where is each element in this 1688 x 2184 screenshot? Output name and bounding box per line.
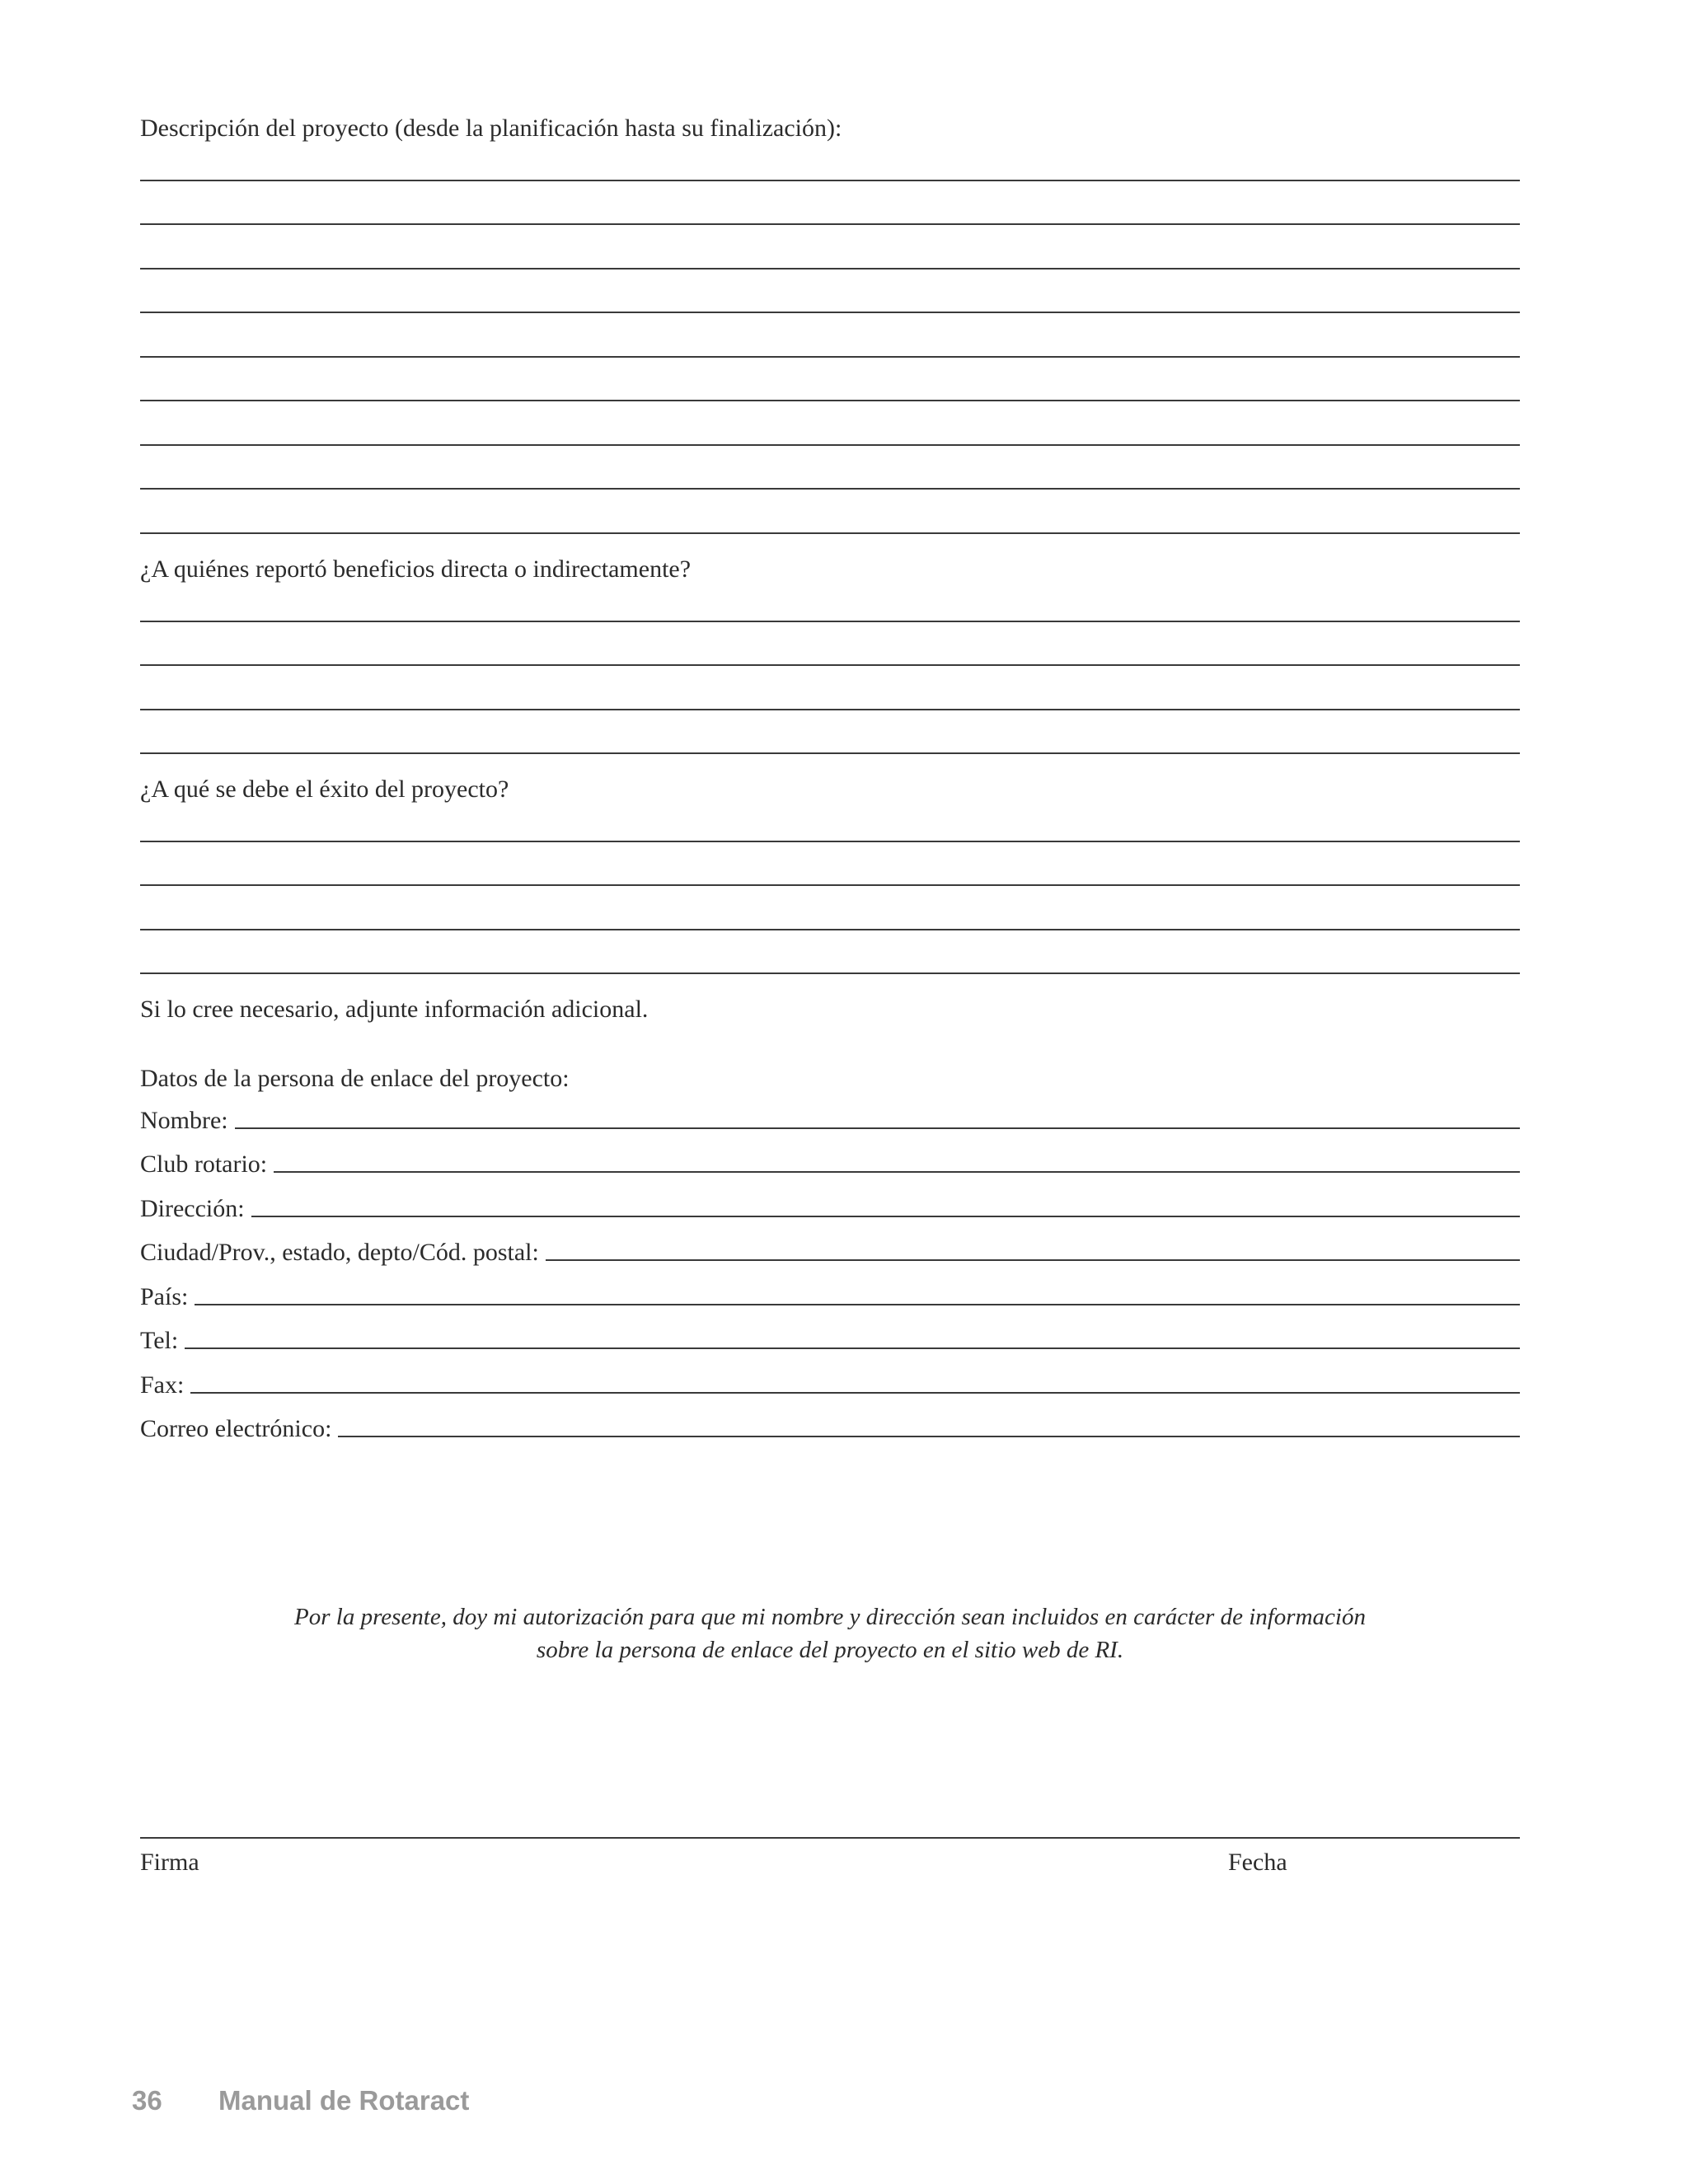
publication-title: Manual de Rotaract	[218, 2085, 470, 2116]
firma-label: Firma	[140, 1849, 199, 1876]
page-number: 36	[132, 2085, 162, 2116]
attach-note: Si lo cree necesario, adjunte información adicional.	[140, 996, 649, 1023]
page-footer	[132, 2085, 469, 2116]
description-line[interactable]	[140, 223, 1520, 225]
beneficiaries-line[interactable]	[140, 752, 1520, 754]
description-line[interactable]	[140, 356, 1520, 358]
correo-field	[140, 1411, 1520, 1444]
description-line[interactable]	[140, 400, 1520, 401]
success-line[interactable]	[140, 972, 1520, 974]
tel-input-line[interactable]	[185, 1347, 1520, 1349]
description-line[interactable]	[140, 180, 1520, 181]
fax-label: Fax:	[140, 1371, 185, 1399]
club-input-line[interactable]	[274, 1171, 1520, 1173]
direccion-field	[140, 1191, 1520, 1224]
description-prompt: Descripción del proyecto (desde la planificación hasta su finalización):	[140, 115, 842, 142]
success-line[interactable]	[140, 884, 1520, 886]
club-field	[140, 1146, 1520, 1179]
description-line[interactable]	[140, 488, 1520, 490]
pais-input-line[interactable]	[195, 1304, 1520, 1305]
beneficiaries-line[interactable]	[140, 621, 1520, 622]
contact-heading: Datos de la persona de enlace del proyecto:	[140, 1065, 570, 1092]
tel-label: Tel:	[140, 1327, 179, 1354]
success-line[interactable]	[140, 929, 1520, 930]
description-line[interactable]	[140, 312, 1520, 313]
beneficiaries-prompt: ¿A quiénes reportó beneficios directa o indirectamente?	[140, 555, 692, 583]
direccion-input-line[interactable]	[251, 1216, 1520, 1217]
consent-line-2: sobre la persona de enlace del proyecto en el sitio web de RI.	[536, 1637, 1124, 1663]
pais-label: País:	[140, 1283, 189, 1310]
beneficiaries-line[interactable]	[140, 709, 1520, 710]
fax-field	[140, 1367, 1520, 1400]
nombre-label: Nombre:	[140, 1107, 228, 1134]
description-line[interactable]	[140, 444, 1520, 446]
description-line[interactable]	[140, 532, 1520, 534]
correo-input-line[interactable]	[338, 1436, 1520, 1437]
success-line[interactable]	[140, 841, 1520, 842]
nombre-field	[140, 1103, 1520, 1136]
description-line[interactable]	[140, 268, 1520, 269]
beneficiaries-line[interactable]	[140, 664, 1520, 666]
consent-statement	[140, 1601, 1520, 1666]
consent-line-1: Por la presente, doy mi autorización para que mi nombre y dirección sean incluidos en carácter de información	[294, 1604, 1366, 1630]
fecha-label: Fecha	[1228, 1849, 1287, 1876]
ciudad-field	[140, 1235, 1520, 1268]
pais-field	[140, 1279, 1520, 1312]
fax-input-line[interactable]	[190, 1392, 1520, 1394]
nombre-input-line[interactable]	[235, 1127, 1520, 1129]
club-label: Club rotario:	[140, 1151, 268, 1178]
signature-line[interactable]	[140, 1837, 1520, 1839]
tel-field	[140, 1323, 1520, 1356]
ciudad-label: Ciudad/Prov., estado, depto/Cód. postal:	[140, 1239, 539, 1266]
ciudad-input-line[interactable]	[546, 1259, 1520, 1261]
correo-label: Correo electrónico:	[140, 1415, 332, 1442]
direccion-label: Dirección:	[140, 1195, 245, 1222]
success-prompt: ¿A qué se debe el éxito del proyecto?	[140, 776, 509, 803]
